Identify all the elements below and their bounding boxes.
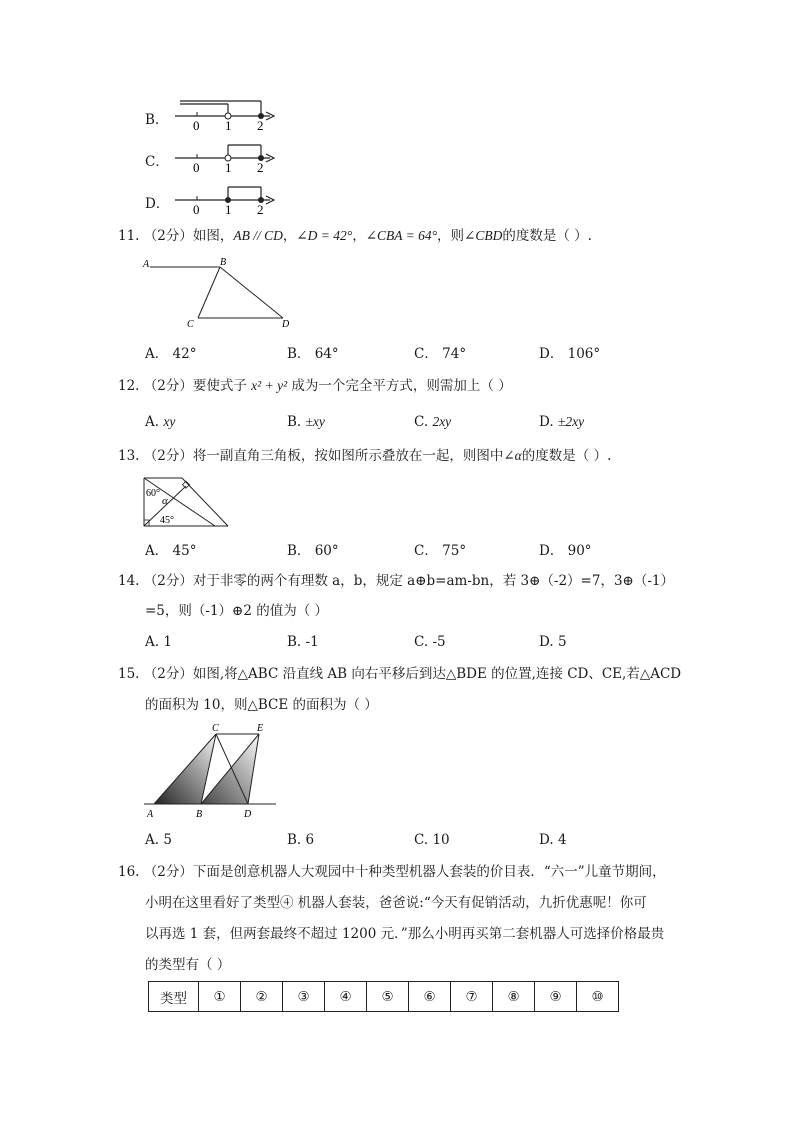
- q11-figure: [140, 255, 300, 330]
- q15-option-a[interactable]: A. 5: [145, 832, 172, 848]
- q14-option-a[interactable]: A. 1: [145, 634, 172, 650]
- q14-option-b[interactable]: B. -1: [287, 634, 319, 650]
- q14-stem-line2: =5，则（-1）⊕2 的值为（ ）: [145, 603, 329, 619]
- q11-option-a[interactable]: A． 42°: [145, 346, 197, 362]
- q11-option-c[interactable]: C． 74°: [414, 346, 467, 362]
- table-cell: ⑤: [367, 982, 409, 1012]
- table-cell: ⑨: [535, 982, 577, 1012]
- question-score: （2分）: [143, 448, 193, 464]
- svg-text:0: 0: [193, 118, 200, 133]
- q13-option-d[interactable]: D． 90°: [539, 543, 592, 559]
- q14-option-c[interactable]: C. -5: [414, 634, 446, 650]
- q10-option-d-numberline: [170, 180, 280, 216]
- q10-option-b-label: B．: [145, 112, 169, 128]
- q11-stem: 11. （2分）如图，AB // CD，∠D = 42°，∠CBA = 64°，则∠CBD的度数是（ ）.: [118, 228, 592, 244]
- q14-option-d[interactable]: D. 5: [539, 634, 567, 650]
- q15-figure: [140, 720, 285, 820]
- q12-option-c[interactable]: C. 2xy: [414, 414, 452, 430]
- question-score: （2分）: [143, 666, 193, 682]
- q12-option-b[interactable]: B. ±xy: [287, 414, 325, 430]
- q15-stem-line1: 15. （2分）如图,将△ABC 沿直线 AB 向右平移后到达△BDE 的位置,连接 CD、CE,若△ACD: [118, 666, 682, 682]
- table-cell: ④: [325, 982, 367, 1012]
- question-number: 15.: [118, 666, 140, 682]
- q13-figure: [140, 474, 235, 530]
- table-cell: ⑩: [577, 982, 619, 1012]
- svg-text:2: 2: [257, 202, 264, 217]
- q11-label-c: C: [187, 319, 194, 330]
- q10-option-b-numberline: [170, 96, 280, 132]
- question-score: （2分）: [143, 864, 193, 880]
- q15-label-d: D: [244, 809, 252, 820]
- svg-text:0: 0: [193, 202, 200, 217]
- q13-option-a[interactable]: A． 45°: [145, 543, 197, 559]
- q10-option-c-numberline: [170, 138, 280, 174]
- table-cell: ⑦: [451, 982, 493, 1012]
- q16-stem-line2: 小明在这里看好了类型④ 机器人套装，爸爸说:“今天有促销活动，九折优惠呢！你可: [145, 895, 647, 911]
- q15-option-c[interactable]: C. 10: [414, 832, 450, 848]
- q13-label-alpha: α: [162, 495, 168, 507]
- q15-stem-line2: 的面积为 10，则△BCE 的面积为（ ）: [145, 697, 378, 713]
- question-score: （2分）: [143, 573, 193, 589]
- q13-stem: 13. （2分）将一副直角三角板，按如图所示叠放在一起，则图中∠α的度数是（ ）.: [118, 448, 612, 464]
- question-number: 11.: [118, 228, 140, 244]
- q13-option-c[interactable]: C． 75°: [414, 543, 467, 559]
- question-number: 13.: [118, 448, 140, 464]
- q11-label-b: B: [220, 257, 227, 268]
- q16-stem-line4: 的类型有（ ）: [145, 957, 231, 973]
- q11-option-d[interactable]: D． 106°: [539, 346, 601, 362]
- table-cell: ①: [199, 982, 241, 1012]
- q10-option-d-label: D．: [145, 196, 170, 212]
- question-number: 12.: [118, 378, 140, 394]
- table-cell: ②: [241, 982, 283, 1012]
- question-score: （2分）: [143, 378, 193, 394]
- q13-option-b[interactable]: B． 60°: [287, 543, 339, 559]
- svg-text:2: 2: [257, 160, 264, 175]
- q15-label-a: A: [147, 809, 154, 820]
- q15-option-b[interactable]: B. 6: [287, 832, 315, 848]
- q16-price-table: [148, 981, 619, 1012]
- svg-text:0: 0: [193, 160, 200, 175]
- question-number: 14.: [118, 573, 140, 589]
- q10-option-c-label: C．: [145, 154, 169, 170]
- q15-label-c: C: [212, 723, 219, 734]
- svg-text:1: 1: [225, 202, 232, 217]
- q13-label-45: 45°: [160, 515, 174, 526]
- svg-text:2: 2: [257, 118, 264, 133]
- q12-option-d[interactable]: D. ±2xy: [539, 414, 585, 430]
- svg-text:1: 1: [225, 160, 232, 175]
- question-score: （2分）: [143, 228, 193, 244]
- table-row: [149, 982, 619, 1012]
- question-number: 16.: [118, 864, 140, 880]
- table-cell: ⑧: [493, 982, 535, 1012]
- q13-label-60: 60°: [146, 488, 160, 499]
- q11-label-d: D: [282, 319, 290, 330]
- svg-text:1: 1: [225, 118, 232, 133]
- table-cell: ③: [283, 982, 325, 1012]
- q16-stem-line1: 16. （2分）下面是创意机器人大观园中十种类型机器人套装的价目表．“六一”儿童节期间，: [118, 864, 666, 880]
- q15-label-e: E: [257, 723, 264, 734]
- q12-option-a[interactable]: A. xy: [145, 414, 176, 430]
- q16-stem-line3: 以再选 1 套，但两套最终不超过 1200 元．”那么小明再买第二套机器人可选择价格最贵: [145, 926, 665, 942]
- q12-stem: 12. （2分）要使式子 x² + y² 成为一个完全平方式，则需加上（ ）: [118, 378, 512, 394]
- q15-option-d[interactable]: D. 4: [539, 832, 567, 848]
- q11-label-a: A: [143, 259, 150, 270]
- q15-label-b: B: [196, 809, 203, 820]
- q14-stem-line1: 14. （2分）对于非零的两个有理数 a，b，规定 a⊕b=am-bn，若 3⊕（-2）=7，3⊕（-1）: [118, 573, 675, 589]
- table-cell: ⑥: [409, 982, 451, 1012]
- q11-option-b[interactable]: B． 64°: [287, 346, 339, 362]
- table-header-cell: 类型: [149, 982, 199, 1012]
